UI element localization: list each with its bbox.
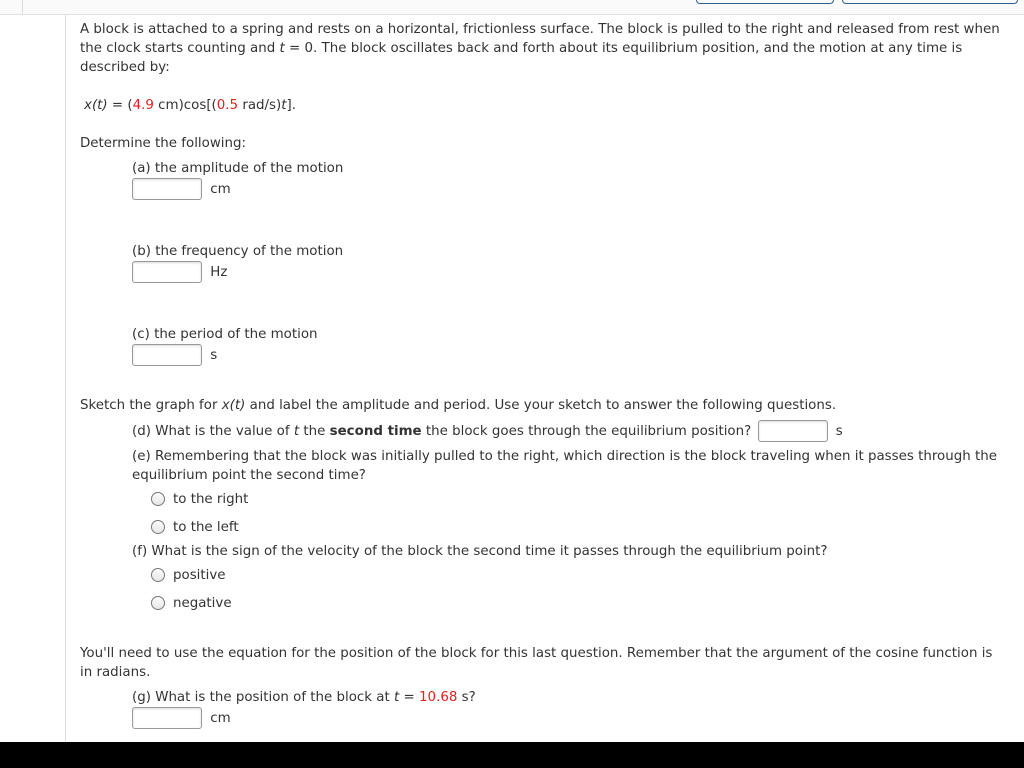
- part-g-input[interactable]: [132, 707, 202, 729]
- part-c-unit: s: [210, 347, 218, 363]
- question-content: [80, 20, 1000, 726]
- part-c-label: (c) the period of the motion: [132, 327, 318, 342]
- part-e-option-left[interactable]: [132, 513, 1000, 541]
- top-toolbar-strip: [0, 0, 1024, 15]
- part-f-option-negative[interactable]: [132, 589, 1000, 617]
- part-e-option-left-label: to the left: [173, 519, 239, 535]
- part-g-unit: cm: [210, 710, 231, 726]
- eq-x: x: [84, 98, 92, 113]
- part-g-text: (g) What is the position of the block at: [132, 690, 390, 705]
- radio-button[interactable]: [151, 568, 165, 582]
- part-e-label: (e) Remembering that the block was initially pulled to the right, which direction is the block traveling when it passes through the equilibrium point the second time?: [132, 449, 997, 483]
- divider: [22, 0, 23, 14]
- eq-omega-value: 0.5: [216, 98, 239, 113]
- eq-amplitude-value: 4.9: [132, 98, 154, 113]
- part-b-label: (b) the frequency of the motion: [132, 244, 344, 259]
- part-b-unit: Hz: [210, 264, 228, 280]
- part-f-label: (f) What is the sign of the velocity of the block the second time it passes through the equilibrium point?: [132, 544, 828, 559]
- part-g-label: [132, 688, 1000, 707]
- part-d-text-2: the: [303, 424, 326, 439]
- part-e-option-right[interactable]: [132, 485, 1000, 513]
- determine-heading: Determine the following:: [80, 136, 246, 151]
- part-e: [132, 447, 1000, 541]
- part-g-time-unit: s?: [457, 690, 476, 705]
- toolbar-button-1[interactable]: [696, 0, 834, 4]
- part-a-label: (a) the amplitude of the motion: [132, 161, 344, 176]
- part-f-option-negative-label: negative: [173, 595, 232, 611]
- part-b-input[interactable]: [132, 261, 202, 283]
- intro-t-variable: t: [279, 41, 285, 56]
- part-d-unit: s: [835, 423, 843, 439]
- sketch-text-2: and label the amplitude and period. Use your sketch to answer the following questions.: [249, 398, 837, 413]
- sketch-instruction: [80, 396, 836, 415]
- motion-equation: [84, 96, 296, 115]
- sketch-text-1: Sketch the graph for: [80, 398, 218, 413]
- cosine-note: You'll need to use the equation for the position of the block for this last question. Remember that the argument of the cosine function is in radians.: [80, 646, 993, 680]
- part-c-answer-row: [132, 344, 1000, 370]
- part-b: [132, 242, 1000, 287]
- part-g-answer-row: [132, 707, 1000, 733]
- eq-paren-t: (t): [91, 98, 108, 113]
- eq-equals: = (: [107, 98, 133, 113]
- part-g-equals: =: [399, 690, 420, 705]
- sketch-xt: x(t): [221, 398, 246, 413]
- bottom-black-bar: [0, 742, 1024, 768]
- part-c-input[interactable]: [132, 344, 202, 366]
- left-margin-divider: [65, 14, 66, 742]
- part-d-t: t: [293, 424, 300, 439]
- part-g-time-value: 10.68: [419, 690, 458, 705]
- part-d: [132, 420, 1000, 442]
- eq-unit-rad: rad/s): [238, 98, 282, 113]
- toolbar-button-2[interactable]: [842, 0, 1018, 4]
- radio-button[interactable]: [151, 492, 165, 506]
- eq-end: ].: [286, 98, 297, 113]
- intro-text-continued: = 0. The block oscillates back and forth about its equilibrium position, and the motion at any time is described by:: [80, 41, 963, 75]
- problem-intro: [80, 20, 1000, 77]
- part-f: [132, 542, 1000, 617]
- intro-text: A block is attached to a spring and rests on a horizontal, frictionless surface. The block is pulled to the right and released from rest when the clock starts counting and: [80, 22, 1000, 56]
- part-c: [132, 325, 1000, 370]
- part-d-text-1: (d) What is the value of: [132, 424, 290, 439]
- radio-button[interactable]: [151, 520, 165, 534]
- radio-button[interactable]: [151, 596, 165, 610]
- part-g: [132, 688, 1000, 733]
- part-b-answer-row: [132, 261, 1000, 287]
- part-e-option-right-label: to the right: [173, 491, 249, 507]
- part-a-answer-row: [132, 178, 1000, 204]
- part-f-option-positive[interactable]: [132, 561, 1000, 589]
- part-g-t: t: [394, 690, 400, 705]
- part-d-text-3: the block goes through the equilibrium position?: [425, 424, 752, 439]
- part-a: [132, 159, 1000, 204]
- part-a-input[interactable]: [132, 178, 202, 200]
- part-a-unit: cm: [210, 181, 231, 197]
- part-f-option-positive-label: positive: [173, 567, 226, 583]
- eq-unit-cm: cm)cos[(: [153, 98, 217, 113]
- part-d-bold: second time: [329, 424, 422, 439]
- part-d-input[interactable]: [758, 420, 828, 442]
- eq-t: t: [281, 98, 287, 113]
